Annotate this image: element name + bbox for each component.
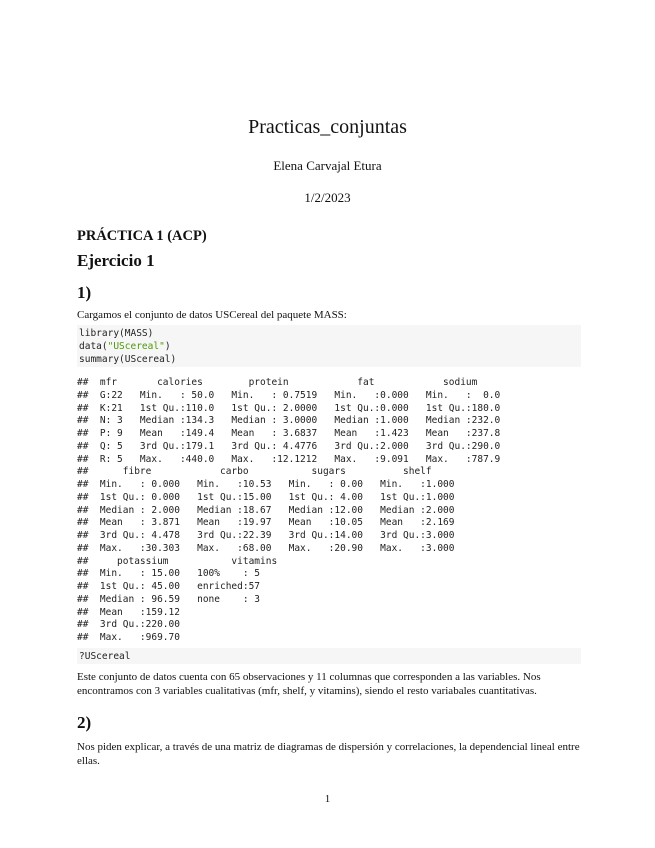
page-number: 1 bbox=[324, 793, 331, 805]
code-line bbox=[79, 340, 579, 353]
output-line: ## fibre carbo sugars shelf bbox=[77, 466, 432, 478]
code-line: ?UScereal bbox=[79, 651, 131, 662]
intro-paragraph: Cargamos el conjunto de datos USCereal del paquete MASS: bbox=[77, 309, 347, 321]
output-line: ## G:22 Min. : 50.0 Min. : 0.7519 Min. :0.000 Min. : 0.0 bbox=[77, 389, 501, 401]
code-line: summary(UScereal) bbox=[79, 354, 177, 365]
output-line: ## potassium vitamins bbox=[77, 555, 278, 567]
code-line: library(MASS) bbox=[79, 328, 154, 339]
output-line: ## Mean : 3.871 Mean :19.97 Mean :10.05 Mean :2.169 bbox=[77, 517, 455, 529]
code-token: ) bbox=[164, 341, 171, 352]
output-line: ## 1st Qu.: 45.00 enriched:57 bbox=[77, 581, 261, 592]
summary-output bbox=[77, 377, 581, 645]
output-line: ## Median : 2.000 Median :18.67 Median :12.00 Median :2.000 bbox=[77, 504, 455, 516]
document-title: Practicas_conjuntas bbox=[248, 116, 407, 138]
code-block-load bbox=[77, 325, 581, 367]
output-line: ## 1st Qu.: 0.000 1st Qu.:15.00 1st Qu.: 4.00 1st Qu.:1.000 bbox=[77, 491, 455, 503]
output-line: ## Median : 96.59 none : 3 bbox=[77, 593, 261, 605]
code-token: data( bbox=[79, 341, 108, 352]
code-block-help bbox=[77, 648, 581, 664]
output-line: ## Max. :969.70 bbox=[77, 632, 180, 643]
output-line: ## P: 9 Mean :149.4 Mean : 3.6837 Mean :1.423 Mean :237.8 bbox=[77, 428, 501, 439]
section-heading-ejercicio: Ejercicio 1 bbox=[77, 251, 155, 270]
subsection-heading-2: 2) bbox=[77, 713, 92, 732]
output-line: ## 3rd Qu.:220.00 bbox=[77, 619, 180, 631]
output-line: ## Min. : 15.00 100% : 5 bbox=[77, 568, 261, 580]
output-line: ## mfr calories protein fat sodium bbox=[77, 377, 478, 388]
output-line: ## Q: 5 3rd Qu.:179.1 3rd Qu.: 4.4776 3rd Qu.:2.000 3rd Qu.:290.0 bbox=[77, 440, 501, 452]
output-line: ## Max. :30.303 Max. :68.00 Max. :20.90 Max. :3.000 bbox=[77, 542, 455, 554]
output-line: ## Mean :159.12 bbox=[77, 606, 180, 618]
document-author: Elena Carvajal Etura bbox=[273, 158, 382, 173]
section-heading-practica: PRÁCTICA 1 (ACP) bbox=[77, 228, 207, 244]
description-paragraph: Este conjunto de datos cuenta con 65 observaciones y 11 columnas que corresponden a las variables. Nos encontramos con 3 variables cualitativas (mfr, shelf, y vitamins), siendo el resto variabales cuantitativas. bbox=[77, 671, 541, 697]
output-line: ## R: 5 Max. :440.0 Max. :12.1212 Max. :9.091 Max. :787.9 bbox=[77, 453, 501, 465]
output-line: ## N: 3 Median :134.3 Median : 3.0000 Median :1.000 Median :232.0 bbox=[77, 415, 501, 427]
document-date: 1/2/2023 bbox=[304, 190, 351, 205]
code-string-token: "UScereal" bbox=[107, 341, 165, 352]
output-line: ## K:21 1st Qu.:110.0 1st Qu.: 2.0000 1st Qu.:0.000 1st Qu.:180.0 bbox=[77, 402, 501, 414]
subsection-heading-1: 1) bbox=[77, 283, 92, 302]
output-line: ## 3rd Qu.: 4.478 3rd Qu.:22.39 3rd Qu.:14.00 3rd Qu.:3.000 bbox=[77, 530, 455, 541]
part2-paragraph: Nos piden explicar, a través de una matriz de diagramas de dispersión y correlaciones, la dependencial lineal entre ellas. bbox=[77, 741, 580, 767]
output-line: ## Min. : 0.000 Min. :10.53 Min. : 0.00 Min. :1.000 bbox=[77, 479, 455, 490]
